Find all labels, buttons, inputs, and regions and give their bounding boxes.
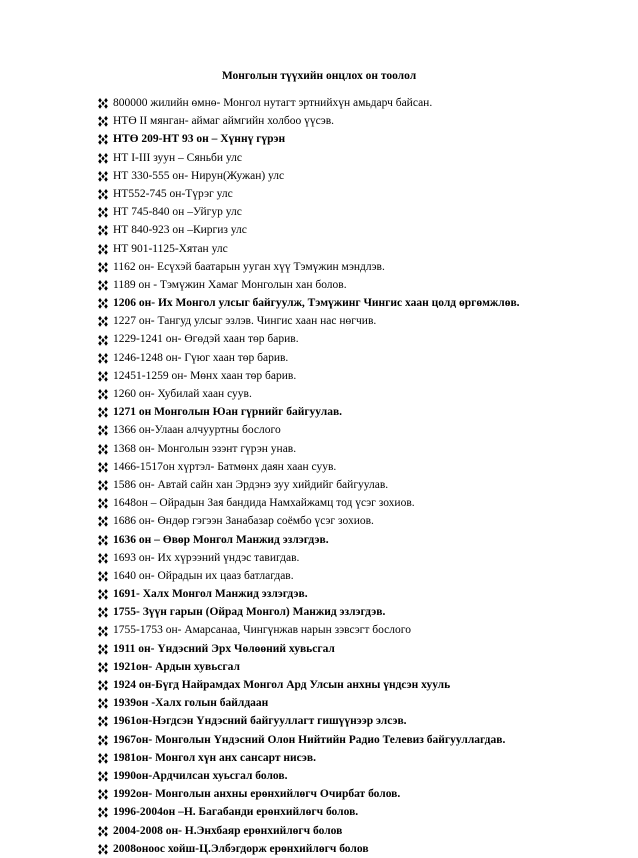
list-item [96, 658, 626, 676]
list-item-text: 1271 он Монголын Юан гүрнийг байгуулав. [113, 406, 343, 419]
list-item-text: 1961он-Нэгдсэн Үндэсний байгууллагт гишүүнээр элсэв. [113, 715, 407, 728]
list-item [96, 312, 626, 330]
diamond-bullet-icon [96, 658, 113, 676]
list-item [96, 130, 626, 148]
list-item [96, 694, 626, 712]
list-item-text: 1227 он- Тангуд улсыг эзлэв. Чингис хаан нас нөгчив. [113, 315, 377, 328]
list-item [96, 494, 626, 512]
timeline-list [96, 94, 626, 858]
list-item-text: 1640 он- Ойрадын их цааз батлагдав. [113, 569, 294, 582]
diamond-bullet-icon [96, 731, 113, 749]
diamond-bullet-icon [96, 512, 113, 530]
list-item-text: 1686 он- Өндөр гэгээн Занабазар соёмбо үсэг зохиов. [113, 515, 374, 528]
list-item-text: 1162 он- Есүхэй баатарын ууган хүү Тэмүжин мэндлэв. [113, 260, 385, 273]
list-item [96, 185, 626, 203]
list-item [96, 803, 626, 821]
list-item [96, 440, 626, 458]
list-item [96, 349, 626, 367]
diamond-bullet-icon [96, 294, 113, 312]
diamond-bullet-icon [96, 312, 113, 330]
diamond-bullet-icon [96, 603, 113, 621]
diamond-bullet-icon [96, 676, 113, 694]
diamond-bullet-icon [96, 385, 113, 403]
diamond-bullet-icon [96, 94, 113, 112]
list-item-text: 1648он – Ойрадын Зая бандида Намхайжамц тод үсэг зохиов. [113, 497, 415, 510]
list-item [96, 476, 626, 494]
list-item-text: 1755-1753 он- Амарсанаа, Чингүнжав нарын зэвсэгт бослого [113, 624, 411, 637]
list-item-text: 1636 он – Өвөр Монгол Манжид эзлэгдэв. [113, 533, 329, 546]
diamond-bullet-icon [96, 822, 113, 840]
list-item-text: 1189 он - Тэмүжин Хамаг Монголын хан болов. [113, 278, 347, 291]
list-item-text: 1260 он- Хубилай хаан суув. [113, 388, 252, 400]
list-item [96, 840, 626, 858]
list-item-text: 1996-2004он –Н. Багабанди ерөнхийлөгч болов. [113, 806, 359, 819]
diamond-bullet-icon [96, 112, 113, 130]
list-item-text: НТӨ 209-НТ 93 он – Хүннү гүрэн [113, 133, 286, 146]
diamond-bullet-icon [96, 221, 113, 239]
list-item-text: НТ I-III зуун – Сяньби улс [113, 151, 243, 164]
list-item-text: 1967он- Монголын Үндэсний Олон Нийтийн Радио Телевиз байгууллагдав. [113, 733, 506, 746]
list-item [96, 621, 626, 639]
diamond-bullet-icon [96, 622, 113, 640]
list-item [96, 458, 626, 476]
diamond-bullet-icon [96, 549, 113, 567]
list-item-text: НТ 330-555 он- Нирун(Жужан) улс [113, 169, 285, 182]
list-item [96, 367, 626, 385]
diamond-bullet-icon [96, 458, 113, 476]
list-item [96, 640, 626, 658]
list-item [96, 549, 626, 567]
list-item-text: 1981он- Монгол хүн анх сансарт нисэв. [113, 751, 316, 764]
list-item-text: 2004-2008 он- Н.Энхбаяр ерөнхийлөгч болов [113, 824, 343, 837]
document-title: Монголын түүхийн онцлох он тоолол [221, 70, 417, 82]
diamond-bullet-icon [96, 749, 113, 767]
diamond-bullet-icon [96, 567, 113, 585]
diamond-bullet-icon [96, 258, 113, 276]
diamond-bullet-icon [96, 712, 113, 730]
list-item [96, 94, 626, 112]
diamond-bullet-icon [96, 531, 113, 549]
diamond-bullet-icon [96, 403, 113, 421]
list-item-text: 1921он- Ардын хувьсгал [113, 660, 240, 673]
diamond-bullet-icon [96, 367, 113, 385]
list-item [96, 567, 626, 585]
list-item [96, 603, 626, 621]
list-item-text: 1990он-Ардчилсан хуьсгал болов. [113, 769, 288, 782]
diamond-bullet-icon [96, 440, 113, 458]
list-item [96, 712, 626, 730]
diamond-bullet-icon [96, 167, 113, 185]
diamond-bullet-icon [96, 130, 113, 148]
diamond-bullet-icon [96, 494, 113, 512]
diamond-bullet-icon [96, 203, 113, 221]
list-item-text: НТ 840-923 он –Киргиз улс [113, 224, 247, 237]
list-item [96, 676, 626, 694]
list-item-text: 1229-1241 он- Өгөдэй хаан төр барив. [113, 333, 299, 346]
diamond-bullet-icon [96, 240, 113, 258]
list-item [96, 403, 626, 421]
diamond-bullet-icon [96, 767, 113, 785]
diamond-bullet-icon [96, 785, 113, 803]
list-item [96, 785, 626, 803]
diamond-bullet-icon [96, 331, 113, 349]
list-item-text: 1691- Халх Монгол Манжид эзлэгдэв. [113, 588, 308, 601]
diamond-bullet-icon [96, 149, 113, 167]
diamond-bullet-icon [96, 476, 113, 494]
list-item-text: 800000 жилийн өмнө- Монгол нутагт эртнийхүн амьдарч байсан. [113, 97, 433, 109]
list-item [96, 749, 626, 767]
list-item-text: НТ 745-840 он –Уйгур улс [113, 206, 242, 219]
list-item-text: 1992он- Монголын анхны ерөнхийлөгч Очирбат болов. [113, 788, 401, 801]
list-item [96, 731, 626, 749]
list-item-text: 1755- Зүүн гарын (Ойрад Монгол) Манжид эзлэгдэв. [113, 606, 386, 619]
list-item-text: 1693 он- Их хүрээний үндэс тавигдав. [113, 551, 300, 564]
list-item [96, 330, 626, 348]
diamond-bullet-icon [96, 276, 113, 294]
list-item [96, 421, 626, 439]
diamond-bullet-icon [96, 349, 113, 367]
list-item-text: НТӨ II мянган- аймаг аймгийн холбоо үүсэв. [113, 115, 335, 128]
list-item [96, 221, 626, 239]
list-item-text: 1939он -Халх голын байлдаан [113, 697, 269, 710]
list-item [96, 203, 626, 221]
diamond-bullet-icon [96, 803, 113, 821]
list-item [96, 767, 626, 785]
list-item-text: 1924 он-Бүгд Найрамдах Монгол Ард Улсын анхны үндсэн хууль [113, 679, 451, 691]
list-item-text: 1911 он- Үндэсний Эрх Чөлөөний хувьсгал [113, 642, 335, 655]
list-item [96, 585, 626, 603]
list-item [96, 276, 626, 294]
list-item [96, 294, 626, 312]
diamond-bullet-icon [96, 840, 113, 858]
list-item [96, 240, 626, 258]
diamond-bullet-icon [96, 185, 113, 203]
list-item-text: 1466-1517он хүртэл- Батмөнх даян хаан суув. [113, 460, 337, 473]
list-item [96, 112, 626, 130]
list-item-text: НТ 901-1125-Хятан улс [113, 242, 228, 255]
list-item [96, 167, 626, 185]
list-item-text: 12451-1259 он- Мөнх хаан төр барив. [113, 369, 297, 382]
list-item [96, 258, 626, 276]
list-item [96, 149, 626, 167]
list-item-text: НТ552-745 он-Түрэг улс [113, 187, 233, 200]
list-item [96, 512, 626, 530]
list-item [96, 531, 626, 549]
list-item-text: 2008оноос хойш-Ц.Элбэгдорж ерөнхийлөгч болов [113, 842, 369, 855]
list-item [96, 822, 626, 840]
diamond-bullet-icon [96, 421, 113, 439]
list-item [96, 385, 626, 403]
diamond-bullet-icon [96, 694, 113, 712]
list-item-text: 1586 он- Автай сайн хан Эрдэнэ зуу хийдийг байгуулав. [113, 478, 389, 491]
list-item-text: 1368 он- Монголын эзэнт гүрэн унав. [113, 442, 297, 455]
diamond-bullet-icon [96, 640, 113, 658]
diamond-bullet-icon [96, 585, 113, 603]
list-item-text: 1206 он- Их Монгол улсыг байгуулж, Тэмүжинг Чингис хаан цолд өргөмжлөв. [113, 297, 520, 310]
list-item-text: 1366 он-Улаан алчууртны бослого [113, 424, 281, 437]
list-item-text: 1246-1248 он- Гүюг хаан төр барив. [113, 351, 289, 364]
